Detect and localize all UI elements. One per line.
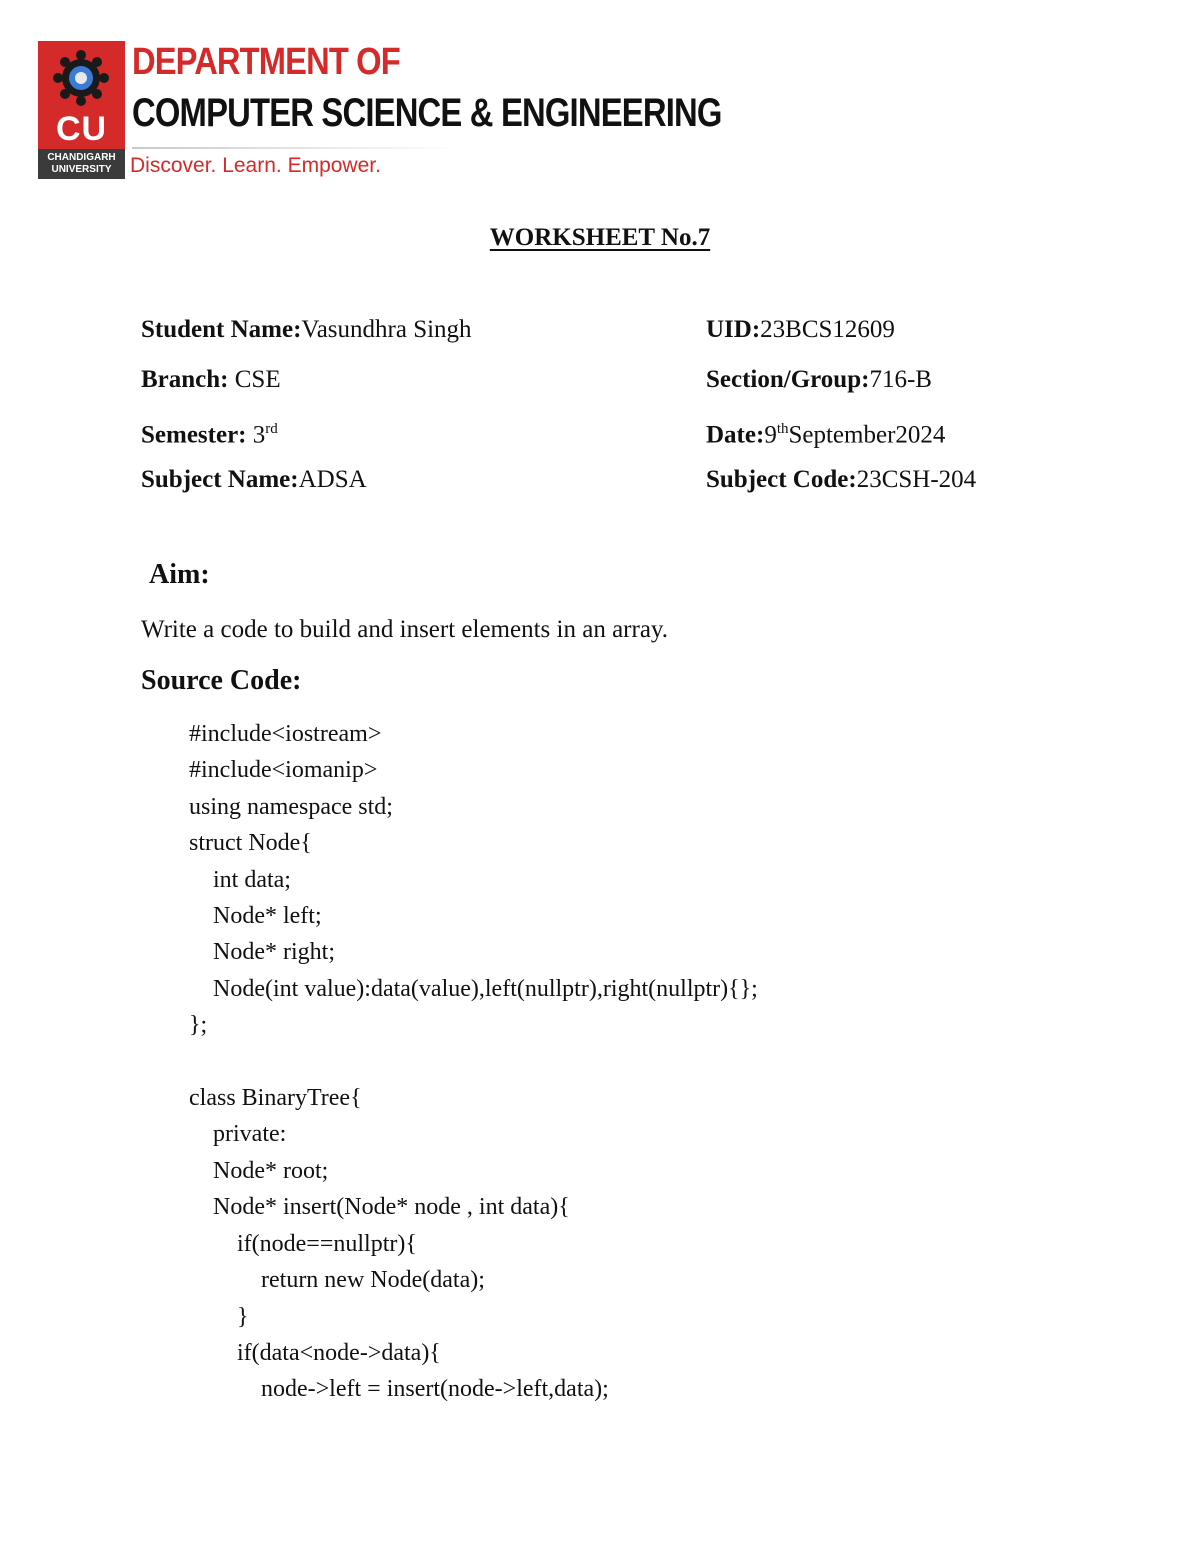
- branch-row: Branch: CSE: [141, 366, 281, 393]
- section-row: Section/Group:716-B: [706, 366, 932, 393]
- department-title-line1: DEPARTMENT OF: [132, 41, 400, 83]
- logo-cu-text: CU: [55, 110, 108, 148]
- subject-name-value: ADSA: [298, 466, 367, 493]
- uid-value: 23BCS12609: [760, 316, 895, 343]
- student-name-value: Vasundhra Singh: [301, 316, 472, 343]
- worksheet-title: WORKSHEET No.7: [489, 224, 711, 251]
- university-logo: [38, 41, 125, 179]
- source-code-heading: Source Code:: [141, 665, 302, 696]
- source-code-block: #include<iostream> #include<iomanip> using namespace std; struct Node{ int data; Node* left; Node* right; Node(int value):data(value),left(nullptr),right(nullptr){}; }; class BinaryTree{ private: Node* root; Node* insert(Node* node , int data){ if(node==nullptr){ return new Node(data); } if(data<node->data){ node->left = insert(node->left,data);: [189, 721, 758, 1403]
- section-value: 716-B: [869, 366, 932, 393]
- subject-code-value: 23CSH-204: [856, 466, 977, 493]
- gear-emblem-icon: [52, 49, 110, 107]
- uid-row: UID:23BCS12609: [706, 316, 895, 343]
- student-name-row: Student Name:Vasundhra Singh: [141, 316, 472, 343]
- semester-value: 3: [246, 421, 266, 449]
- subject-code-row: Subject Code:23CSH-204: [706, 466, 977, 493]
- subject-name-row: Subject Name:ADSA: [141, 466, 367, 493]
- aim-heading: Aim:: [149, 559, 210, 590]
- tagline: Discover. Learn. Empower.: [130, 154, 381, 177]
- tagline-divider: [132, 147, 462, 149]
- aim-text: Write a code to build and insert elements in an array.: [141, 616, 669, 643]
- date-row: Date:9thSeptember2024: [706, 421, 946, 449]
- logo-university-text: CHANDIGARH UNIVERSITY: [38, 149, 125, 179]
- semester-row: Semester: 3rd: [141, 421, 278, 449]
- branch-value: CSE: [228, 366, 281, 393]
- department-title-line2: COMPUTER SCIENCE & ENGINEERING: [132, 91, 722, 135]
